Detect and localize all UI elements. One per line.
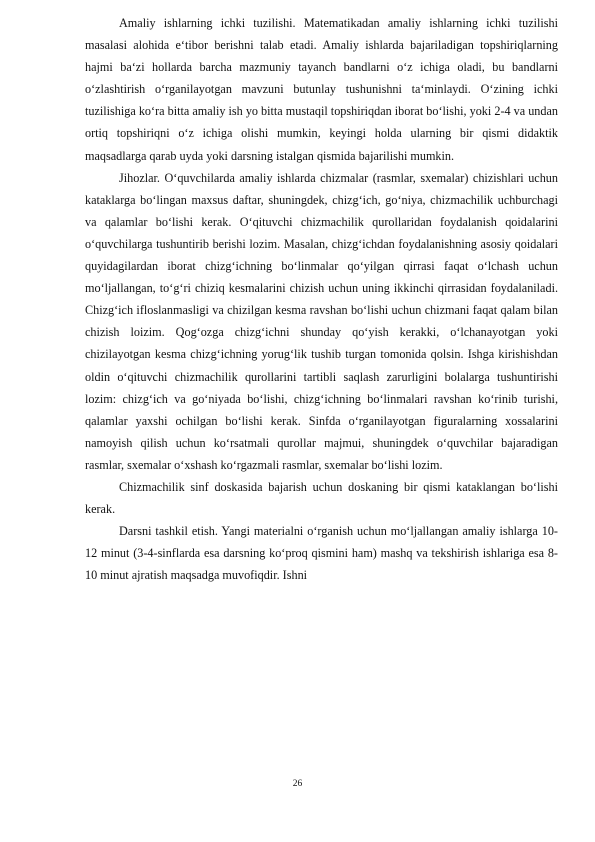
paragraph-practical-work-structure: Amaliy ishlarning ichki tuzilishi. Matematikadan amaliy ishlarning ichki tuzilishi masalasi alohida e‘tibor berishni talab etadi. Amaliy ishlarda bajariladigan topshiriqlarning hajmi ba‘zi hollarda barcha mazmuniy tayanch bandlarni o‘z ichiga oladi, bu bandlarni o‘zlashtirish o‘rganilayotgan mavzuni butunlay tushunishni ta‘minlaydi. O‘zining ichki tuzilishiga ko‘ra bitta amaliy ish yo bitta mustaqil topshiriqdan iborat bo‘lishi, yoki 2-4 va undan ortiq topshiriqni o‘z ichiga olishi mumkin, keyingi holda ularning bir qismi didaktik maqsadlarga qarab uyda yoki darsning istalgan qismida bajarilishi mumkin.: [85, 16, 558, 163]
paragraph-equipment: Jihozlar. O‘quvchilarda amaliy ishlarda chizmalar (rasmlar, sxemalar) chizishlari uchun kataklarga bo‘lingan maxsus daftar, shuningdek, chizg‘ich, go‘niya, chizmachilik uchburchagi va qalamlar bo‘lishi kerak. O‘qituvchi chizmachilik qurollaridan foydalanish qoidalarini o‘quvchilarga tushuntirib berishi lozim. Masalan, chizg‘ichdan foydalanishning asosiy qoidalari quyidagilardan iborat chizg‘ichning bo‘linmalar qo‘yilgan qirrasi faqat o‘lchash uchun mo‘ljallangan, to‘g‘ri chiziq kesmalarini chizish uchun uning ikkinchi qirrasidan foydalaniladi. Chizg‘ich ifloslanmasligi va chizilgan kesma ravshan bo‘lishi uchun chizmani faqat qalam bilan chizish loizim. Qog‘ozga chizg‘ichni shunday qo‘yish kerakki, o‘lchanayotgan yoki chizilayotgan kesma chizg‘ichning yorug‘lik tushib turgan tomonida qolsin. Ishga kirishishdan oldin o‘qituvchi chizmachilik qurollarini tartibli saqlash zarurligini bolalarga tushuntirishi lozim: chizg‘ich va go‘niyada bo‘lishi, chizg‘ichning bo‘linmalari ravshan ko‘rinib turishi, qalamlar yaxshi ochilgan bo‘lishi kerak. Sinfda o‘rganilayotgan figuralarning xossalarini namoyish qilish uchun ko‘rsatmali qurollar majmui, shuningdek o‘quvchilar bajaradigan rasmlar, sxemalar o‘xshash ko‘rgazmali rasmlar, sxemalar bo‘lishi lozim.: [85, 170, 558, 472]
body-text: [85, 12, 558, 586]
paragraph-board-drawing: Chizmachilik sinf doskasida bajarish uchun doskaning bir qismi kataklangan bo‘lishi kerak.: [85, 479, 558, 517]
paragraph-lesson-organization: Darsni tashkil etish. Yangi materialni o‘rganish uchun mo‘ljallangan amaliy ishlarga 10-12 minut (3-4-sinflarda esa darsning ko‘proq qismini ham) mashq va tekshirish ishlariga esa 8-10 minut ajratish maqsadga muvofiqdir. Ishni: [85, 524, 558, 583]
page-number: 26: [292, 779, 303, 789]
